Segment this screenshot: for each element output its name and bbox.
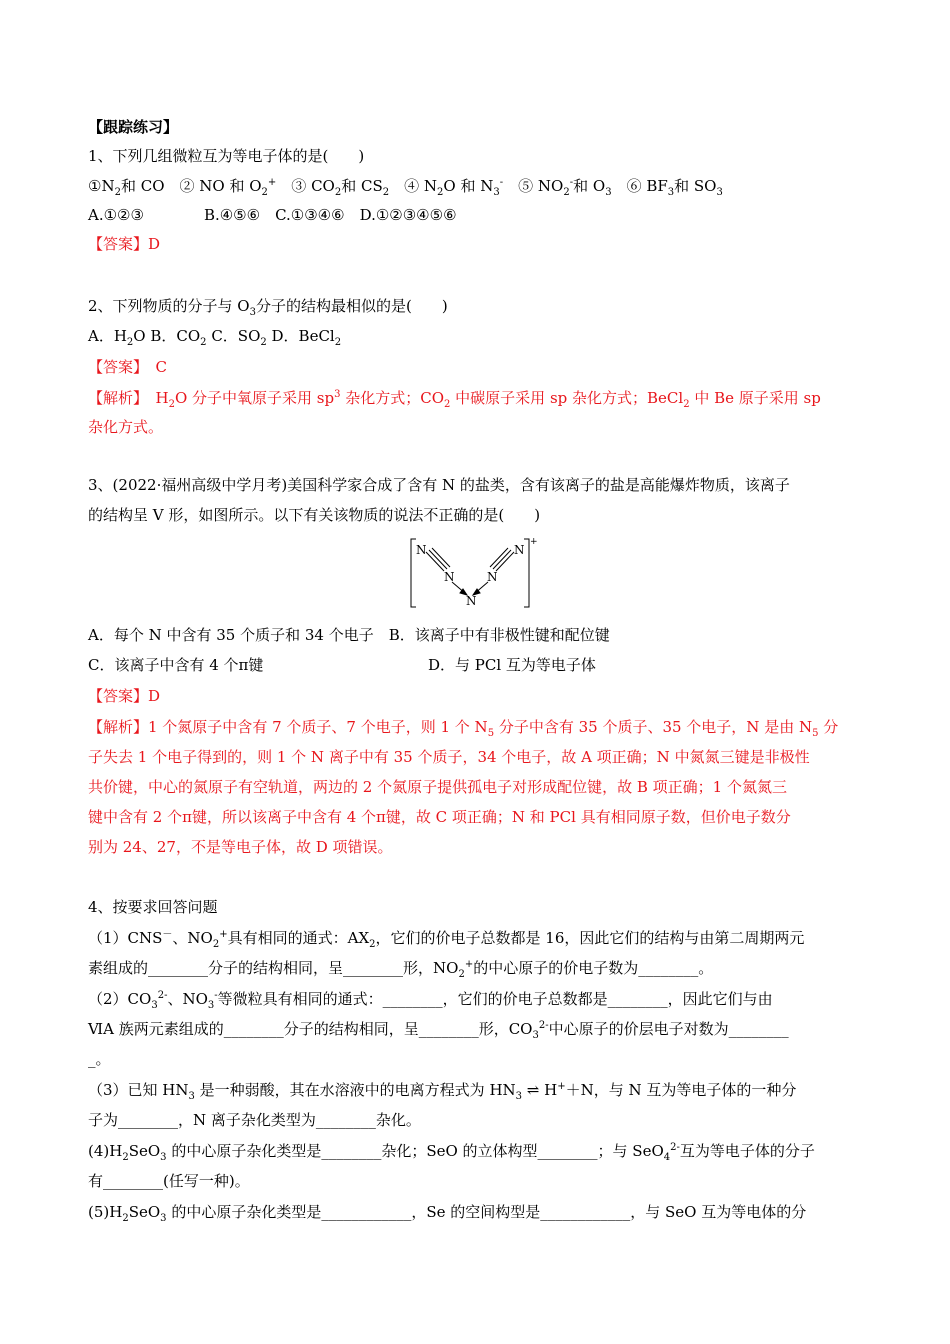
q3-option-c: C．该离子中含有 4 个π键: [88, 656, 264, 674]
q4-part1-line-1: （1）CNS－、$NO_2^+$具有相同的通式：$AX_2$，它们的价电子总数都是 16，因此它们的结构与由第二周期两元: [88, 929, 805, 950]
q4-part3-line-2: 子为________，N 离子杂化类型为________杂化。: [88, 1111, 421, 1129]
q3-stem-line-2: 的结构呈 V 形，如图所示。以下有关该物质的说法不正确的是( ): [88, 506, 541, 524]
q4-part2-line-2: ⅥA 族两元素组成的________分子的结构相同，呈________形，$CO_3^{2-}$中心原子的价层电子对数为________: [88, 1020, 789, 1041]
q4-stem: 4、按要求回答问题: [88, 898, 218, 916]
q4-part5-line-1: $(5)H_2SeO_3$ 的中心原子杂化类型是____________，Se 的空间构型是____________，与 SeO 互为等电体的分: [88, 1203, 807, 1224]
q4-part2-line-1: $(2)CO_3^{2-}$、$NO_3^-$等微粒具有相同的通式：________，它们的价电子总数都是________，因此它们与由: [88, 990, 773, 1011]
q3-explanation-line-2: 子失去 1 个电子得到的，则 1 个 N 离子中有 35 个质子，34 个电子，故 A 项正确；N 中氮氮三键是非极性: [88, 748, 810, 766]
q3-option-d: D．与 PCl 互为等电子体: [428, 656, 596, 674]
q4-part1-line-2: 素组成的________分子的结构相同，呈________形，$NO_2^+$的中心原子的价电子数为________。: [88, 959, 714, 980]
q3-stem-line-1: 3、(2022·福州高级中学月考)美国科学家合成了含有 N 的盐类，含有该离子的盐是高能爆炸物质，该离子: [88, 476, 790, 494]
q2-explanation-line-2: 杂化方式。: [88, 418, 164, 436]
q1-choices: A.①②③ B.④⑤⑥ C.①③④⑥ D.①②③④⑤⑥: [88, 206, 457, 224]
q4-part4-line-1: $(4)H_2SeO_3$ 的中心原子杂化类型是________杂化；SeO 的立体构型________；与 SeO$_4^{2-}$互为等电子体的分子: [88, 1142, 815, 1163]
q3-answer: 【答案】D: [88, 687, 161, 705]
n5-cation-structure-figure: [408, 536, 538, 610]
atom-label: N: [466, 594, 477, 608]
charge-label: +: [530, 537, 538, 547]
q4-part3-line-1: （3）已知 $HN_3$ 是一种弱酸，其在水溶液中的电离方程式为 $HN_3$ ⇌ H+＋N，与 N 互为等电子体的一种分: [88, 1081, 797, 1102]
q2-answer: 【答案】 C: [88, 358, 167, 376]
q1-answer: 【答案】D: [88, 235, 161, 253]
q3-explanation-line-5: 别为 24、27，不是等电子体，故 D 项错误。: [88, 838, 393, 856]
q3-options-ab: A．每个 N 中含有 35 个质子和 34 个电子 B．该离子中有非极性键和配位键: [88, 626, 610, 644]
section-title: 【跟踪练习】: [88, 118, 179, 136]
atom-label: N: [514, 543, 525, 557]
atom-label: N: [444, 570, 455, 584]
q2-choices: A．$H_2O$ B．$CO_2$ C．$SO_2$ D．BeCl$_2$: [88, 327, 342, 348]
q4-part2-line-3: _。: [88, 1050, 111, 1068]
q2-stem: 2、下列物质的分子与 $O_3$分子的结构最相似的是( ): [88, 297, 448, 318]
atom-label: N: [416, 543, 427, 557]
q1-stem: 1、下列几组微粒互为等电子体的是( ): [88, 147, 365, 165]
q2-explanation-line-1: 【解析】 $H_2O$ 分子中氧原子采用 $sp^3$ 杂化方式；$CO_2$ 中碳原子采用 sp 杂化方式；BeCl$_2$ 中 Be 原子采用 sp: [88, 389, 821, 410]
q3-explanation-line-4: 键中含有 2 个π键，所以该离子中含有 4 个π键，故 C 项正确；N 和 PCl 具有相同原子数，但价电子数分: [88, 808, 791, 826]
q3-explanation-line-1: 【解析】1 个氮原子中含有 7 个质子、7 个电子，则 1 个 $N_5$ 分子中含有 35 个质子、35 个电子，N 是由 $N_5$ 分: [88, 718, 839, 739]
q3-explanation-line-3: 共价键，中心的氮原子有空轨道，两边的 2 个氮原子提供孤电子对形成配位键，故 B 项正确；1 个氮氮三: [88, 778, 787, 796]
q4-part4-line-2: 有________(任写一种)。: [88, 1172, 250, 1190]
atom-label: N: [487, 570, 498, 584]
q1-options: $①N_2$和 CO ② NO 和 $O_2^+$ ③ $CO_2$和 $CS_2$ ④ $N_2O$ 和 $N_3^-$ ⑤ $NO_2^-$和 $O_3$ ⑥ $BF_3$和 $SO_3$: [88, 177, 723, 198]
